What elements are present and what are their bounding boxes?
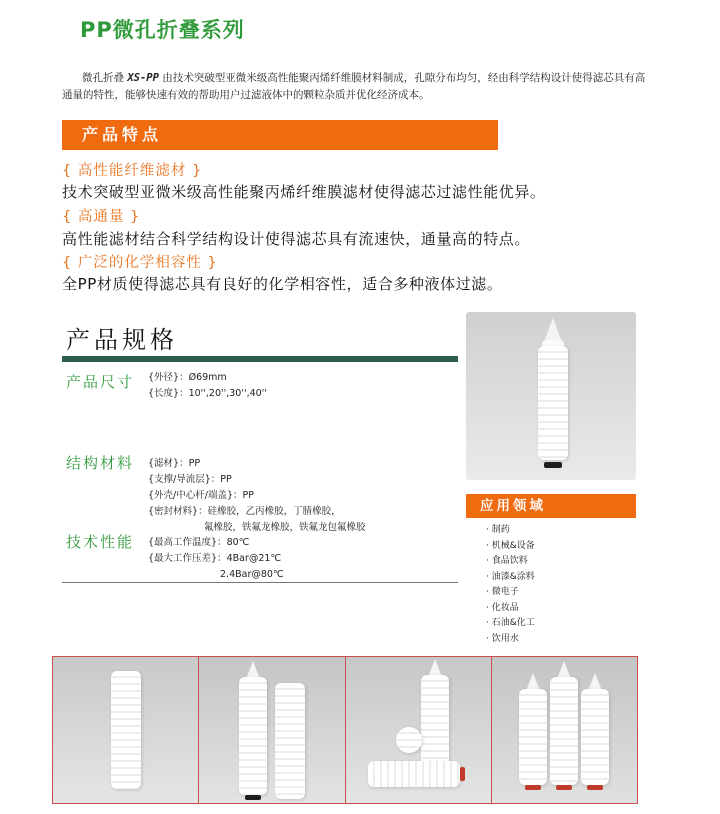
filter-cartridge bbox=[581, 689, 609, 785]
filter-cartridge-lying bbox=[368, 761, 460, 787]
list-item: · 微电子 bbox=[486, 587, 519, 597]
spec-label-size: 产品尺寸 bbox=[66, 373, 135, 391]
filter-cartridge bbox=[275, 683, 305, 799]
list-item: · 制药 bbox=[486, 525, 510, 535]
spec-material-line: {支撑/导流层}：PP bbox=[148, 474, 232, 485]
intro-text: 由技术突破型亚微米级高性能聚丙烯纤维膜材料制成，孔隙分布均匀，经由科学结构设计使得滤芯具有高通量的特性，能够快速有效的帮助用户过滤液体中的颗粒杂质并优化经济成本。 bbox=[62, 72, 646, 101]
spec-label-performance: 技术性能 bbox=[66, 533, 135, 551]
specs-heading: 产品规格 bbox=[66, 326, 178, 354]
gallery-photo-2 bbox=[199, 657, 345, 803]
feature-title-2: { 高通量 } bbox=[62, 209, 141, 225]
cartridge-o-ring bbox=[525, 785, 541, 790]
spec-material-line: {滤材}：PP bbox=[148, 458, 201, 469]
spec-label-material: 结构材料 bbox=[66, 454, 135, 472]
gallery-photo-1 bbox=[53, 657, 199, 803]
cartridge-o-ring bbox=[245, 795, 261, 800]
feature-body-2: 高性能滤材结合科学结构设计使得滤芯具有流速快，通量高的特点。 bbox=[62, 230, 531, 248]
intro-prefix: 微孔折叠 bbox=[82, 72, 128, 84]
spec-material-line: 氟橡胶，铁氟龙橡胶，铁氟龙包氟橡胶 bbox=[204, 522, 366, 533]
spec-size-line: {外径}：Ø69mm bbox=[148, 372, 227, 383]
product-image bbox=[466, 312, 636, 480]
gallery-photo-3 bbox=[346, 657, 492, 803]
filter-cartridge bbox=[550, 677, 578, 785]
spec-performance-line: {最高工作温度}：80℃ bbox=[148, 537, 250, 548]
cartridge-o-ring bbox=[587, 785, 603, 790]
spec-size-line: {长度}：10'',20'',30'',40'' bbox=[148, 388, 267, 399]
spec-material-line: {密封材料}：硅橡胶，乙丙橡胶，丁腈橡胶， bbox=[148, 506, 341, 517]
feature-title-1: { 高性能纤维滤材 } bbox=[62, 163, 203, 179]
cartridge-o-ring bbox=[556, 785, 572, 790]
spec-values-material bbox=[148, 456, 366, 536]
model-code: XS-PP bbox=[127, 72, 159, 84]
features-heading-bar: 产品特点 bbox=[62, 120, 498, 150]
cartridge-o-ring bbox=[544, 462, 562, 468]
filter-cartridge bbox=[421, 675, 449, 773]
filter-cartridge bbox=[519, 689, 547, 785]
gallery-photo-4 bbox=[492, 657, 637, 803]
spec-material-line: {外壳/中心杆/端盖}：PP bbox=[148, 490, 254, 501]
feature-body-3: 全PP材质使得滤芯具有良好的化学相容性，适合多种液体过滤。 bbox=[62, 275, 503, 293]
list-item: · 化妆品 bbox=[486, 602, 519, 613]
list-item: · 油漆&涂料 bbox=[486, 571, 535, 582]
cartridge-end-cap bbox=[396, 727, 422, 753]
list-item: · 石油&化工 bbox=[486, 618, 535, 628]
filter-cartridge bbox=[538, 346, 568, 460]
list-item: · 机械&设备 bbox=[486, 540, 535, 551]
list-item: · 食品饮料 bbox=[486, 556, 528, 566]
cartridge-tip bbox=[544, 318, 562, 342]
intro-paragraph bbox=[62, 70, 652, 104]
product-gallery bbox=[52, 656, 638, 804]
spec-values-performance bbox=[148, 535, 284, 583]
spec-performance-line: {最大工作压差}：4Bar@21℃ bbox=[148, 553, 282, 564]
filter-cartridge bbox=[111, 671, 141, 789]
applications-list bbox=[486, 523, 535, 647]
feature-body-1: 技术突破型亚微米级高性能聚丙烯纤维膜滤材使得滤芯过滤性能优异。 bbox=[62, 183, 546, 201]
cartridge-o-ring bbox=[460, 767, 465, 781]
specs-bottom-rule bbox=[62, 582, 458, 583]
feature-title-3: { 广泛的化学相容性 } bbox=[62, 255, 218, 271]
spec-performance-line: 2.4Bar@80℃ bbox=[220, 569, 284, 580]
applications-heading-bar: 应用领域 bbox=[466, 494, 636, 518]
list-item: · 饮用水 bbox=[486, 633, 519, 644]
specs-divider bbox=[62, 356, 458, 362]
spec-values-size bbox=[148, 370, 267, 402]
filter-cartridge bbox=[239, 677, 267, 795]
page-title: PP微孔折叠系列 bbox=[80, 18, 245, 42]
